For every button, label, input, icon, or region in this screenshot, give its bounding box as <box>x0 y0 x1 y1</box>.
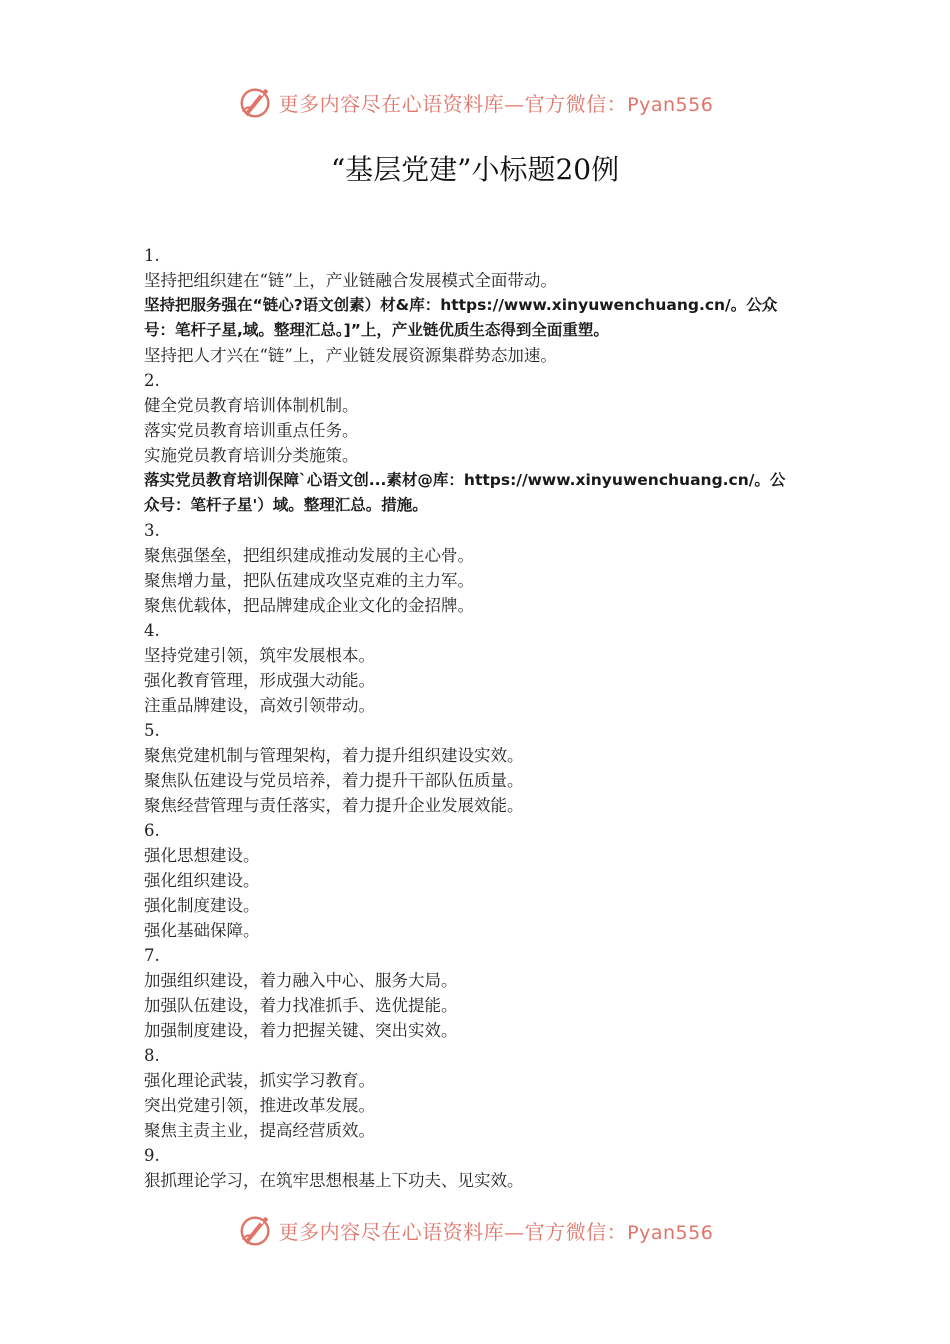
text-line: 加强制度建设，着力把握关键、突出实效。 <box>144 1021 458 1040</box>
banner-text: 更多内容尽在心语资料库—官方微信：Pyan556 <box>278 91 714 116</box>
text-line: 强化基础保障。 <box>144 921 260 940</box>
text-line: 聚焦队伍建设与党员培养，着力提升干部队伍质量。 <box>144 771 524 790</box>
section-number: 8. <box>144 1046 160 1065</box>
header-banner <box>0 80 950 124</box>
banner-text: 更多内容尽在心语资料库—官方微信：Pyan556 <box>278 1219 714 1244</box>
section-number: 4. <box>144 621 160 640</box>
section-number: 7. <box>144 946 160 965</box>
text-line: 狠抓理论学习，在筑牢思想根基上下功夫、见实效。 <box>144 1171 524 1190</box>
text-line: 聚焦增力量，把队伍建成攻坚克难的主力军。 <box>144 571 474 590</box>
text-line: 落实党员教育培训重点任务。 <box>144 421 359 440</box>
text-line: 强化理论武装，抓实学习教育。 <box>144 1071 375 1090</box>
section-number: 2. <box>144 371 160 390</box>
text-line: 聚焦主责主业，提高经营质效。 <box>144 1121 375 1140</box>
document-body <box>144 243 824 1193</box>
text-line: 健全党员教育培训体制机制。 <box>144 396 359 415</box>
text-line: 加强组织建设，着力融入中心、服务大局。 <box>144 971 458 990</box>
text-line: 坚持把人才兴在“链”上，产业链发展资源集群势态加速。 <box>144 346 557 365</box>
text-line: 强化思想建设。 <box>144 846 260 865</box>
wechat-id: Pyan556 <box>627 93 714 116</box>
text-line: 强化组织建设。 <box>144 871 260 890</box>
pen-nib-logo-icon <box>237 1211 275 1249</box>
page-title: “基层党建”小标题20例 <box>330 153 620 186</box>
text-line: 号：笔杆子星,域。整理汇总。]”上，产业链优质生态得到全面重塑。 <box>144 321 609 339</box>
text-line: 落实党员教育培训保障`心语文创...素材@库：https://www.xinyuwenchuang.cn/。公 <box>144 471 786 489</box>
text-line: 坚持把组织建在“链”上，产业链融合发展模式全面带动。 <box>144 271 557 290</box>
text-line: 聚焦优载体，把品牌建成企业文化的金招牌。 <box>144 596 474 615</box>
wechat-id: Pyan556 <box>627 1221 714 1244</box>
text-line: 聚焦党建机制与管理架构，着力提升组织建设实效。 <box>144 746 524 765</box>
footer-banner <box>0 1208 950 1252</box>
text-line: 突出党建引领，推进改革发展。 <box>144 1096 375 1115</box>
text-line: 坚持把服务强在“链心?语文创素）材&库：https://www.xinyuwenchuang.cn/。公众 <box>144 296 778 314</box>
text-line: 强化制度建设。 <box>144 896 260 915</box>
text-line: 众号：笔杆子星'）域。整理汇总。措施。 <box>144 496 428 514</box>
text-line: 强化教育管理，形成强大动能。 <box>144 671 375 690</box>
section-number: 9. <box>144 1146 160 1165</box>
text-line: 聚焦经营管理与责任落实，着力提升企业发展效能。 <box>144 796 524 815</box>
section-number: 6. <box>144 821 160 840</box>
section-number: 1. <box>144 246 160 265</box>
text-line: 实施党员教育培训分类施策。 <box>144 446 359 465</box>
section-number: 5. <box>144 721 160 740</box>
pen-nib-logo-icon <box>237 83 275 121</box>
text-line: 坚持党建引领，筑牢发展根本。 <box>144 646 375 665</box>
text-line: 注重品牌建设，高效引领带动。 <box>144 696 375 715</box>
section-number: 3. <box>144 521 160 540</box>
text-line: 加强队伍建设，着力找准抓手、选优提能。 <box>144 996 458 1015</box>
text-line: 聚焦强堡垒，把组织建成推动发展的主心骨。 <box>144 546 474 565</box>
